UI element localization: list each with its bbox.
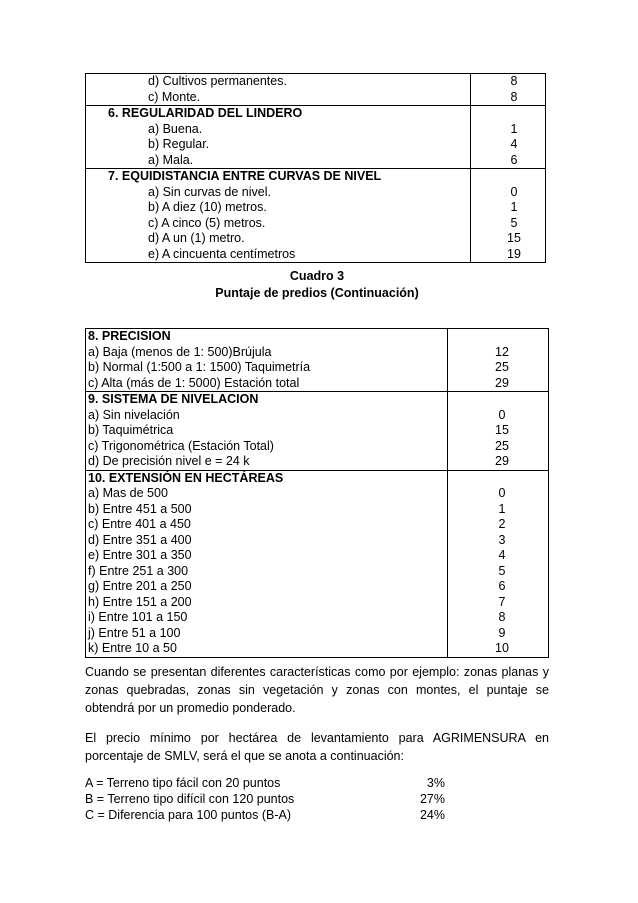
criteria-item: a) Mas de 500 [88, 486, 168, 500]
table-row [86, 470, 549, 657]
criteria-item: j) Entre 51 a 100 [88, 625, 181, 640]
criteria-item: b) Normal (1:500 a 1: 1500) Taquimetría [88, 360, 311, 374]
criteria-item: c) A cinco (5) metros. [148, 215, 266, 230]
criteria-item: a) Buena. [148, 121, 203, 136]
paragraph: El precio mínimo por hectárea de levantamiento para AGRIMENSURA en porcentaje de SMLV, será el que se anota a continuación: [85, 731, 549, 763]
criteria-item: e) Entre 301 a 350 [88, 548, 192, 562]
criteria-item: f) Entre 251 a 300 [88, 563, 189, 578]
score-value: 4 [510, 137, 518, 151]
score-value: 1 [510, 121, 518, 136]
score-value: 29 [495, 375, 509, 390]
criteria-item: c) Alta (más de 1: 5000) Estación total [88, 375, 300, 390]
criteria-item: c) Monte. [148, 89, 201, 104]
price-label: A = Terreno tipo fácil con 20 puntos [85, 776, 281, 790]
criteria-item: e) A cincuenta centímetros [148, 246, 296, 261]
criteria-cell [86, 392, 448, 471]
score-value: 25 [495, 360, 509, 374]
criteria-item: d) De precisión nivel e = 24 k [88, 454, 250, 468]
criteria-heading: 9. SISTEMA DE NIVELACION [88, 392, 259, 406]
price-label: C = Diferencia para 100 puntos (B-A) [85, 808, 292, 822]
price-value: 24% [419, 808, 445, 822]
score-value [448, 471, 548, 487]
score-value: 8 [510, 74, 518, 88]
criteria-item: k) Entre 10 a 50 [88, 641, 177, 655]
price-value: 3% [426, 776, 445, 790]
price-row [85, 775, 465, 791]
price-value: 27% [419, 792, 445, 806]
price-row [85, 791, 465, 807]
criteria-cell [86, 74, 471, 106]
score-value: 0 [498, 407, 506, 422]
table-row [86, 74, 546, 106]
score-table-bottom [85, 328, 549, 658]
criteria-heading: 8. PRECISION [88, 329, 171, 343]
criteria-item: d) Cultivos permanentes. [148, 74, 287, 88]
criteria-item: a) Mala. [148, 152, 194, 167]
score-value: 9 [498, 625, 506, 640]
score-value: 1 [498, 501, 506, 516]
score-value: 29 [495, 454, 509, 468]
criteria-item: a) Baja (menos de 1: 500)Brújula [88, 344, 272, 359]
table-caption-title: Cuadro 3 [289, 269, 345, 283]
table-row [86, 106, 546, 169]
table-row [86, 329, 549, 392]
score-value: 1 [510, 200, 518, 214]
score-value: 6 [498, 579, 506, 593]
criteria-item: d) A un (1) metro. [148, 231, 245, 245]
table-caption-subtitle: Puntaje de predios (Continuación) [215, 286, 419, 300]
criteria-item: c) Trigonométrica (Estación Total) [88, 438, 274, 453]
criteria-item: i) Entre 101 a 150 [88, 610, 188, 624]
score-value: 8 [510, 89, 518, 104]
score-value [471, 169, 545, 185]
score-value: 6 [510, 152, 518, 167]
score-value: 19 [507, 246, 521, 261]
score-value: 5 [510, 215, 518, 230]
score-value [448, 392, 548, 408]
score-cell [471, 169, 546, 263]
criteria-item: a) Sin curvas de nivel. [148, 184, 271, 199]
score-value [448, 329, 548, 345]
score-value: 0 [498, 486, 506, 500]
score-cell [471, 74, 546, 106]
criteria-item: b) Entre 451 a 500 [88, 501, 192, 516]
criteria-heading: 7. EQUIDISTANCIA ENTRE CURVAS DE NIVEL [108, 169, 382, 183]
price-row [85, 807, 465, 823]
score-value: 12 [495, 344, 509, 359]
score-cell [448, 392, 549, 471]
criteria-cell [86, 106, 471, 169]
criteria-item: b) Taquimétrica [88, 423, 174, 437]
criteria-item: g) Entre 201 a 250 [88, 579, 192, 593]
score-cell [448, 470, 549, 657]
criteria-item: h) Entre 151 a 200 [88, 594, 192, 609]
table-row [86, 169, 546, 263]
criteria-cell [86, 329, 448, 392]
score-cell [448, 329, 549, 392]
score-value: 15 [507, 231, 521, 245]
paragraph: Cuando se presentan diferentes características como por ejemplo: zonas planas y zonas quebradas, zonas sin vegetación y zonas con montes, el puntaje se obtendrá por un promedio ponderado. [85, 665, 549, 715]
score-value: 0 [510, 184, 518, 199]
criteria-item: b) Regular. [148, 137, 210, 151]
score-value: 5 [498, 563, 506, 578]
criteria-cell [86, 169, 471, 263]
table-row [86, 392, 549, 471]
price-label: B = Terreno tipo difícil con 120 puntos [85, 792, 295, 806]
score-cell [471, 106, 546, 169]
criteria-item: b) A diez (10) metros. [148, 200, 267, 214]
score-value [471, 106, 545, 122]
score-value: 10 [495, 641, 509, 655]
criteria-item: a) Sin nivelación [88, 407, 180, 422]
criteria-item: d) Entre 351 a 400 [88, 532, 192, 547]
score-value: 2 [498, 517, 506, 531]
criteria-item: c) Entre 401 a 450 [88, 517, 191, 531]
score-value: 3 [498, 532, 506, 547]
score-value: 15 [495, 423, 509, 437]
score-table-top [85, 73, 546, 263]
score-value: 7 [498, 594, 506, 609]
score-value: 8 [498, 610, 506, 624]
score-value: 25 [495, 438, 509, 453]
criteria-heading: 10. EXTENSIÓN EN HECTÁREAS [88, 470, 284, 485]
score-value: 4 [498, 548, 506, 562]
criteria-cell [86, 470, 448, 657]
criteria-heading: 6. REGULARIDAD DEL LINDERO [108, 106, 303, 120]
price-list [85, 775, 465, 823]
